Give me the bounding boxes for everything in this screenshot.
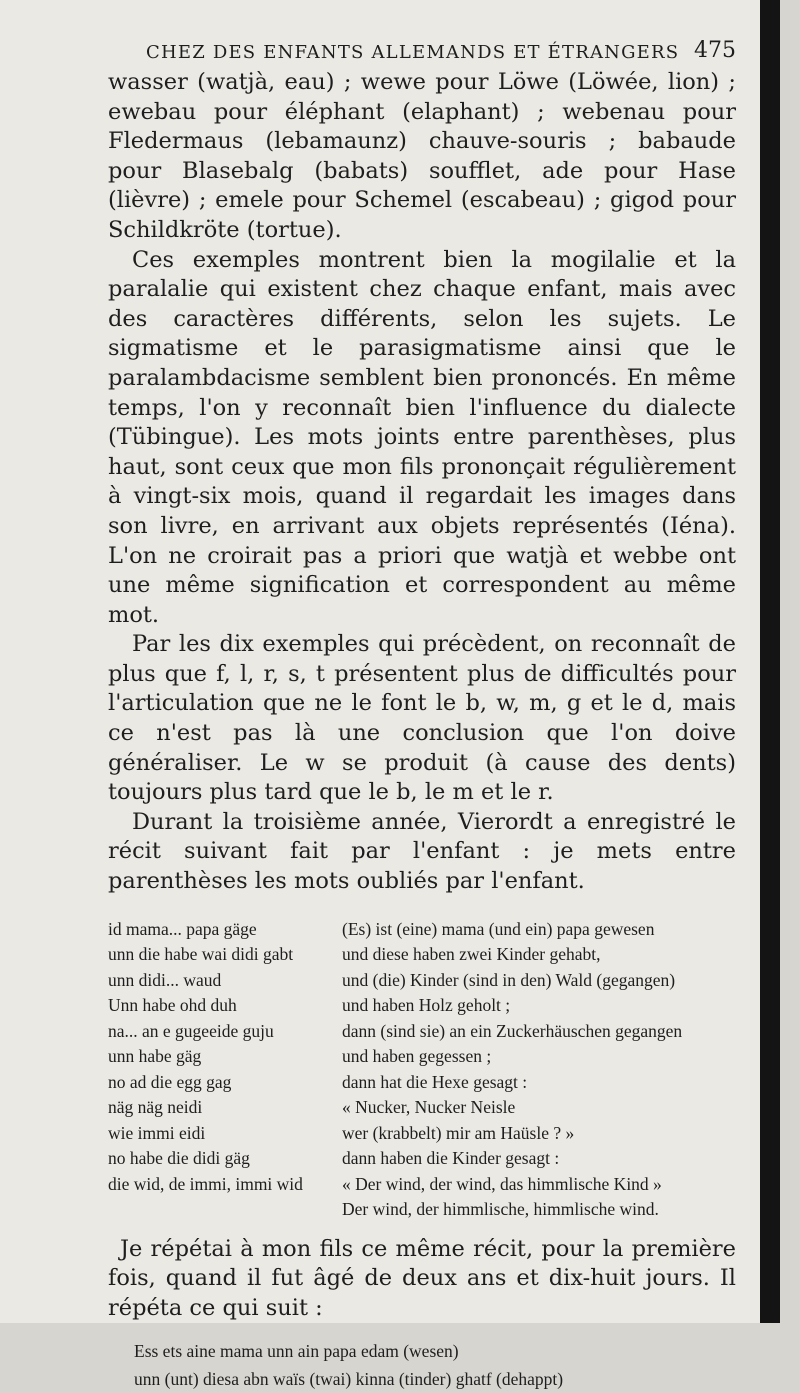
verse-row: [108, 942, 736, 968]
verse-row: [108, 1121, 736, 1147]
page-number: 475: [694, 38, 736, 63]
verse-child-text: Unn habe ohd duh: [108, 995, 237, 1016]
repetition-line: Ess ets aine mama unn ain papa edam (wesen): [134, 1341, 459, 1362]
verse-german-text: und haben gegessen ;: [342, 1046, 492, 1067]
verse-german-text: dann (sind sie) an ein Zuckerhäuschen gegangen: [342, 1020, 683, 1041]
verse-row: [108, 993, 736, 1019]
verse-german-text: « Nucker, Nucker Neisle: [342, 1097, 516, 1118]
repetition-line: unn (unt) diesa abn waïs (twai) kinna (tinder) ghatf (dehappt): [134, 1369, 564, 1390]
verse-child-text: näg näg neidi: [108, 1097, 203, 1118]
verse-german-text: « Der wind, der wind, das himmlische Kind »: [342, 1173, 662, 1194]
paragraph-vierordt: Durant la troisième année, Vierordt a enregistré le récit suivant fait par l'enfant : je mets entre parenthèses les mots oubliés par l'enfant.: [108, 808, 736, 895]
paragraph-examples: Ces exemples montrent bien la mogilalie et la paralalie qui existent chez chaque enfant, mais avec des caractères différents, selon les sujets. Le sigmatisme et le parasigmatisme ainsi que le paralambdacisme semblent bien prononcés. En même temps, l'on y reconnaît bien l'influence du dialecte (Tübingue). Les mots joints entre parenthèses, plus haut, sont ceux que mon fils prononçait régulièrement à vingt-six mois, quand il regardait les images dans son livre, en arrivant aux objets représentés (Iéna). L'on ne croirait pas a priori que watjà et webbe ont une même signification et correspondent au même mot.: [108, 246, 736, 628]
verse-table: [108, 917, 736, 1223]
verse-child-text: wie immi eidi: [108, 1122, 206, 1143]
verse-child-text: na... an e gugeeide guju: [108, 1020, 274, 1041]
page-edge-shadow: [760, 0, 780, 1323]
paragraph-word-list: wasser (watjà, eau) ; wewe pour Löwe (Löwée, lion) ; ewebau pour éléphant (elaphant) ; webenau pour Fledermaus (lebamaunz) chauve-souris ; babaude pour Blasebalg (babats) soufflet, ade pour Hase (lièvre) ; emele pour Schemel (escabeau) ; gigod pour Schildkröte (tortue).: [108, 69, 736, 243]
running-head-title: CHEZ DES ENFANTS ALLEMANDS ET ÉTRANGERS: [146, 42, 680, 63]
paragraph-repetition: Je répétai à mon fils ce même récit, pour la première fois, quand il fut âgé de deux ans et dix-huit jours. Il répéta ce qui suit :: [108, 1235, 736, 1321]
verse-german-text: (Es) ist (eine) mama (und ein) papa gewesen: [342, 918, 655, 939]
verse-child-text: unn die habe wai didi gabt: [108, 944, 294, 965]
verse-row: [108, 968, 736, 994]
verse-german-text: und diese haben zwei Kinder gehabt,: [342, 944, 601, 965]
verse-row: [108, 1095, 736, 1121]
verse-row: [108, 1146, 736, 1172]
verse-german-text: dann hat die Hexe gesagt :: [342, 1071, 528, 1092]
verse-child-text: unn habe gäg: [108, 1046, 202, 1067]
verse-row: [108, 1044, 736, 1070]
running-head: [108, 36, 736, 68]
verse-child-text: unn didi... waud: [108, 969, 222, 990]
verse-row: [108, 1197, 736, 1223]
verse-row: [108, 917, 736, 943]
verse-german-text: Der wind, der himmlische, himmlische wind.: [342, 1199, 659, 1220]
verse-row: [108, 1172, 736, 1198]
child-repetition-lines: [108, 1337, 736, 1393]
verse-child-text: [108, 1197, 342, 1223]
verse-child-text: no ad die egg gag: [108, 1071, 232, 1092]
paragraph-consonants: Par les dix exemples qui précèdent, on reconnaît de plus que f, l, r, s, t présentent plus de difficultés pour l'articulation que ne le font le b, w, m, g et le d, mais ce n'est pas là une conclusion que l'on doive généraliser. Le w se produit (à cause des dents) toujours plus tard que le b, le m et le r.: [108, 631, 736, 806]
verse-german-text: und haben Holz geholt ;: [342, 995, 511, 1016]
verse-german-text: und (die) Kinder (sind in den) Wald (gegangen): [342, 969, 676, 990]
verse-child-text: no habe die didi gäg: [108, 1148, 250, 1169]
verse-child-text: id mama... papa gäge: [108, 918, 257, 939]
verse-row: [108, 1019, 736, 1045]
verse-german-text: wer (krabbelt) mir am Haüsle ? »: [342, 1122, 575, 1143]
verse-child-text: die wid, de immi, immi wid: [108, 1173, 303, 1194]
verse-row: [108, 1070, 736, 1096]
verse-german-text: dann haben die Kinder gesagt :: [342, 1148, 560, 1169]
